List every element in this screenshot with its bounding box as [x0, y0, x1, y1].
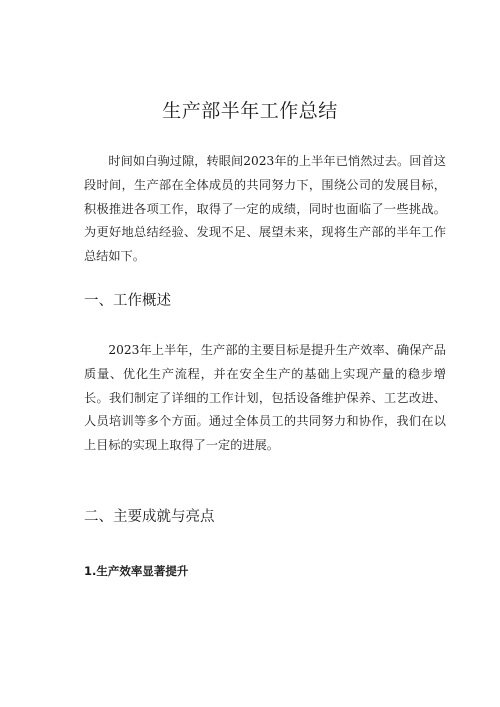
overview-paragraph: 2023年上半年，生产部的主要目标是提升生产效率、确保产品质量、优化生产流程，并在安全生产的基础上实现产量的稳步增长。我们制定了详细的工作计划，包括设备维护保养、工艺改进、人员培训等多个方面。通过全体员工的共同努力和协作，我们在以上目标的实现上取得了一定的进展。	[84, 343, 446, 453]
subheading-efficiency: 1.生产效率显著提升	[84, 564, 189, 578]
document-title: 生产部半年工作总结	[162, 100, 338, 122]
section-heading-overview: 一、工作概述	[84, 293, 171, 309]
section-heading-achievements: 二、主要成就与亮点	[84, 509, 215, 525]
intro-paragraph: 时间如白驹过隙，转眼间2023年的上半年已悄然过去。回首这段时间，生产部在全体成员的共同努力下，围绕公司的发展目标，积极推进各项工作，取得了一定的成绩，同时也面临了一些挑战。为更好地总结经验、发现不足、展望未来，现将生产部的半年工作总结如下。	[84, 154, 446, 264]
